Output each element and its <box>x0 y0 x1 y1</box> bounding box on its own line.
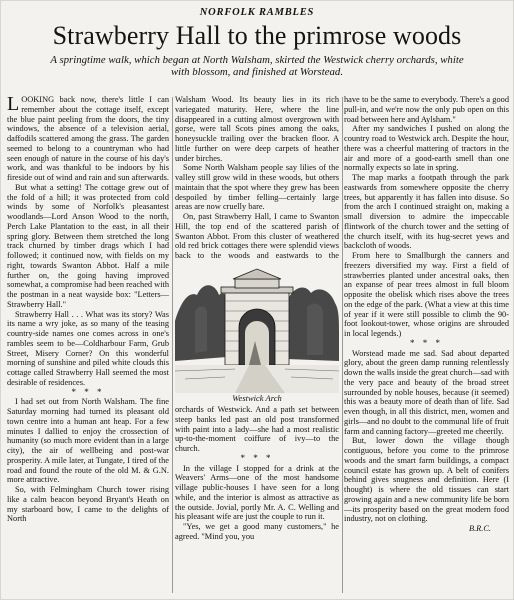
series-title: NORFOLK RAMBLES <box>199 7 315 18</box>
paragraph <box>7 95 169 183</box>
article-column-1 <box>7 95 169 595</box>
paragraph: Strawberry Hall . . . What was its story? Was its name a wry joke, as so many of the teasing country-side names one comes across in one's rambles seem to be—Coldharbour Farm, Grub Street, Misery Corner? On this wonderful morning of sunshine and piled white clouds this cottage called Strawberry Hall seemed the most desirable of residences. <box>7 309 169 387</box>
standfirst: A springtime walk, which began at North Walsham, skirted the Westwick cherry orchards, white with blossom, and finished at Worstead. <box>50 54 464 78</box>
paragraph: But what a setting! The cottage grew out of the fold of a hill; it was protected from cold winds by some of Norfolk's pleasantest woodlands—Lord Anson Wood to the north, Perch Lake Plantation to the east, in all their spring glory. Between them stretched the long track churned by timber drags which I had followed; it continued now, with fields on my right, towards Swanton Abbot. Half a mile further on, the going having improved somewhat, a compromise had been reached with the postman in a neat wayside box: "Letters—Strawberry Hall." <box>7 182 169 309</box>
section-break: * * * <box>71 386 105 397</box>
paragraph: "Yes, we get a good many customers," he agreed. "Mind you, you <box>175 522 339 541</box>
paragraph: On, past Strawberry Hall, I came to Swanton Hill, the top end of the scattered parish of Swanton Abbot. From this cluster of weathered old red brick cottages there were splendid views back to the woods and eastwards to the <box>175 212 339 260</box>
paragraph: But, lower down the village though contiguous, before you come to the primrose woods and the smart farm buildings, a compact council estate has grown up. A belt of conifers behind gives snugness and definition. Here (I thought) is where the old tissues can start growing again and a new community life be born—its prosperity based on the great modern food industry, not on clothing. <box>344 436 509 524</box>
westwick-arch-illustration <box>175 261 339 393</box>
paragraph: From here to Smallburgh the canners and freezers diversified my way. First a field of strawberries planted under ancestral oaks, then an expanse of pear trees almost in full bloom opposite the obelisk which rises above the trees on the edge of the park. (What a view at this time of year if it were still possible to climb the 90-foot lookout-tower, whose origins are shrouded in local legends.) <box>344 251 509 338</box>
paragraph-text: OOKING back now, there's little I can remember about the cottage itself, except the blue paint peeling from the doors, the tiny windows, the absence of a television aerial, daffodils scattered among the grass. The garden seemed to belong to a countryman who had seen enough of nature in the course of his day's work, and was thankful to be indoors by his fireside out of wind and rain and sun afterwards. <box>7 95 169 182</box>
article-column-2-top <box>175 95 339 261</box>
article-column-3 <box>344 95 509 595</box>
paragraph: After my sandwiches I pushed on along the country road to Westwick arch. Despite the hour, there was a cheerful mattering of tractors in the air and more of a good-earth smell than one normally expects so late in spring. <box>344 124 509 173</box>
paragraph: have to be the same to everybody. There's a good pull-in, and we're now the only pub open on this road between here and Aylsham." <box>344 95 509 124</box>
paragraph: Some North Walsham people say lilies of the valley still grow wild in these woods, but others maintain that the spot where they grew has been despoiled by timber felling—certainly large areas are now cruelly bare. <box>175 163 339 212</box>
article-column-2-bottom <box>175 405 339 595</box>
column-rule <box>342 97 343 593</box>
headline: Strawberry Hall to the primrose woods <box>52 21 462 50</box>
illustration-caption: Westwick Arch <box>232 393 282 403</box>
drop-cap: L <box>7 93 20 115</box>
section-break: * * * <box>240 452 274 463</box>
paragraph: So, with Felmingham Church tower rising like a calm beacon beyond Bryant's Heath on my starboard bow, I came to the delights of North <box>7 485 169 524</box>
paragraph: Walsham Wood. Its beauty lies in its rich variegated maturity. Here, where the line disappeared in a cutting almost overgrown with gorse, were tall Scots pines among the oaks, honeysuckle trailing over the bracken floor. A little further on were deep carpets of heather under birches. <box>175 95 339 163</box>
paragraph: I had set out from North Walsham. The fine Saturday morning had turned its pleasant old town centre into a human ant heap. For a few minutes I dallied to enjoy the crossection of humanity (so much more evident than in a large city), the air of wellbeing and post-war prosperity. A mile later, at Tungate, I tired of the road and found the route of the old M. & G.N. more attractive. <box>7 397 169 485</box>
paragraph: Worstead made me sad. Sad about departed glory, about the green damp running relentlessly down the walls inside the great church—sad with the very pace and beauty of the broad street surrounded by noble houses, because (it seemed) this was a beauty more of death than of life. Sad even though, in all this district, men, women and girls—and no doubt to the communal life of fruit farm and canning factory—greeted me cheerily. <box>344 348 509 436</box>
paragraph: In the village I stopped for a drink at the Weavers' Arms—one of the most handsome village public-houses I have seen for a long while, and the interior is almost as attractive as the outside. Jovial, portly Mr. A. C. Welling and his pleasant wife are just the couple to run it. <box>175 463 339 522</box>
author-signature: B.R.C. <box>468 524 491 533</box>
paragraph: orchards of Westwick. And a path set between steep banks led past an old post transformed with paint into a lady—she had a most realistic up-to-the-moment coiffure of ivy—to the church. <box>175 405 339 453</box>
column-rule <box>172 97 173 593</box>
paragraph: The map marks a footpath through the park eastwards from somewhere opposite the cherry trees, but apparently it has fallen into disuse. So from the arch I continued straight on, making a small diversion to admire the impeccable flintwork of the church tower and the setting of the church itself, with its hug-secret yews and backcloth of woods. <box>344 173 509 251</box>
section-break: * * * <box>410 337 443 348</box>
